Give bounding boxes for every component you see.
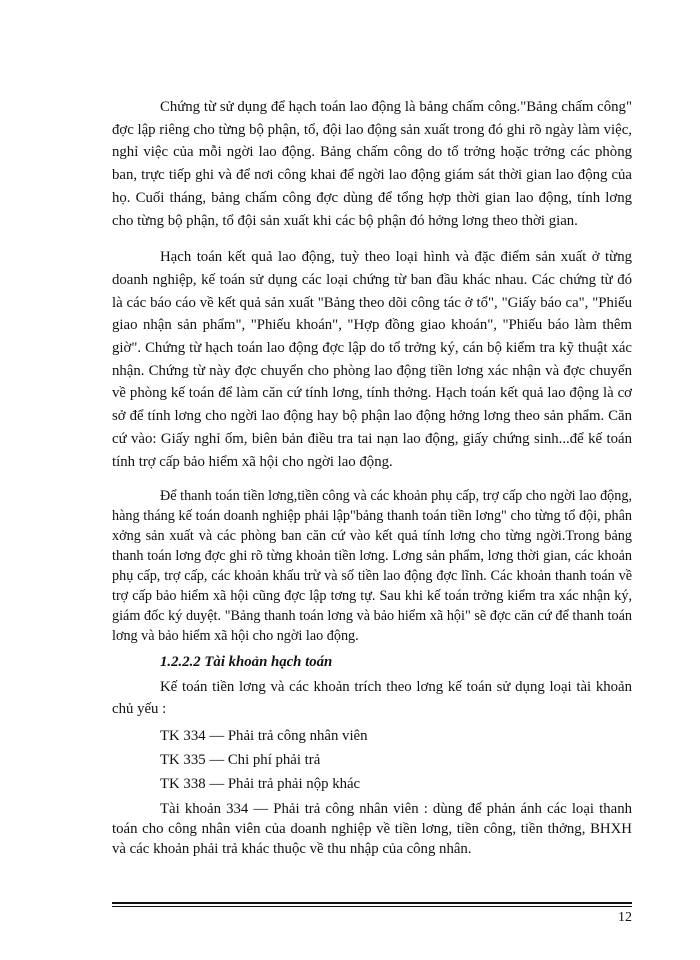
paragraph-timesheet: Chứng từ sử dụng để hạch toán lao động là bảng chấm công."Bảng chấm công" đợc lập riêng cho từng bộ phận, tổ, đội lao động sản xuất trong đó ghi rõ ngày làm việc, nghỉ việc của mỗi ngời lao động. Bảng chấm công do tổ trởng hoặc trởng các phòng ban, trực tiếp ghi và để nơi công khai để ngời lao động giám sát thời gian lao động của họ. Cuối tháng, bảng chấm công đợc dùng để tổng hợp thời gian lao động, tính lơng cho từng bộ phận, tổ đội sản xuất khi các bộ phận đó hởng lơng theo thời gian. xyxy=(112,99,632,229)
footer-rule xyxy=(112,902,632,904)
page-number: 12 xyxy=(618,910,632,925)
account-item: TK 335 — Chi phí phải trả xyxy=(160,751,321,768)
paragraph-labor-results: Hạch toán kết quả lao động, tuỳ theo loại hình và đặc điểm sản xuất ở từng doanh nghiệp, kế toán sử dụng các loại chứng từ ban đầu khác nhau. Các chứng từ đó là các báo cáo về kết quả sản xuất "Bảng theo dõi công tác ở tổ", "Giấy báo ca", "Phiếu giao nhận sản phẩm", "Phiếu khoán", "Hợp đồng giao khoán", "Phiếu báo làm thêm giờ". Chứng từ hạch toán lao động đợc lập do tổ trởng ký, cán bộ kiểm tra kỹ thuật xác nhận. Chứng từ này đợc chuyển cho phòng lao động tiền lơng xác nhận và đợc chuyển về phòng kế toán để làm căn cứ tính lơng, tính thởng. Hạch toán kết quả lao động là cơ sở để tính lơng cho ngời lao động hay bộ phận lao động hởng lơng theo sản phẩm. Căn cứ vào: Giấy nghỉ ốm, biên bản điều tra tai nạn lao động, giấy chứng sinh...để kế toán tính trợ cấp bảo hiểm xã hội cho ngời lao động. xyxy=(112,249,632,470)
account-item: TK 334 — Phải trả công nhân viên xyxy=(160,727,368,744)
paragraph-accounts-intro: Kế toán tiền lơng và các khoản trích theo lơng kế toán sử dụng loại tài khoản chủ yếu : xyxy=(112,678,632,718)
footer-rule-thin xyxy=(112,906,632,907)
paragraph-payroll: Để thanh toán tiền lơng,tiền công và các khoản phụ cấp, trợ cấp cho ngời lao động, hàng tháng kế toán doanh nghiệp phải lập"bảng thanh toán tiền lơng" cho từng tổ đội, phân xởng sản xuất và các phòng ban căn cứ vào kết quả tính lơng cho từng ngời.Trong bảng thanh toán lơng đợc ghi rõ từng khoản tiền lơng. Lơng sản phẩm, lơng thời gian, các khoản phụ cấp, trợ cấp, các khoản khấu trừ và số tiền lao động đợc lĩnh. Các khoản thanh toán về trợ cấp bảo hiểm xã hội cũng đợc lập tơng tự. Sau khi kế toán trởng kiểm tra xác nhận ký, giám đốc ký duyệt. "Bảng thanh toán lơng và bảo hiểm xã hội" sẽ đợc căn cứ để thanh toán lơng và bảo hiểm xã hội cho ngời lao động. xyxy=(112,488,632,644)
section-heading: 1.2.2.2 Tài khoản hạch toán xyxy=(160,653,333,670)
account-item: TK 338 — Phải trả phải nộp khác xyxy=(160,775,361,792)
page-content xyxy=(112,96,632,859)
paragraph-account-334: Tài khoản 334 — Phải trả công nhân viên : dùng để phản ánh các loại thanh toán cho công nhân viên của doanh nghiệp về tiền lơng, tiền công, tiền thởng, BHXH và các khoản phải trả khác thuộc về thu nhập của công nhân. xyxy=(112,800,632,857)
